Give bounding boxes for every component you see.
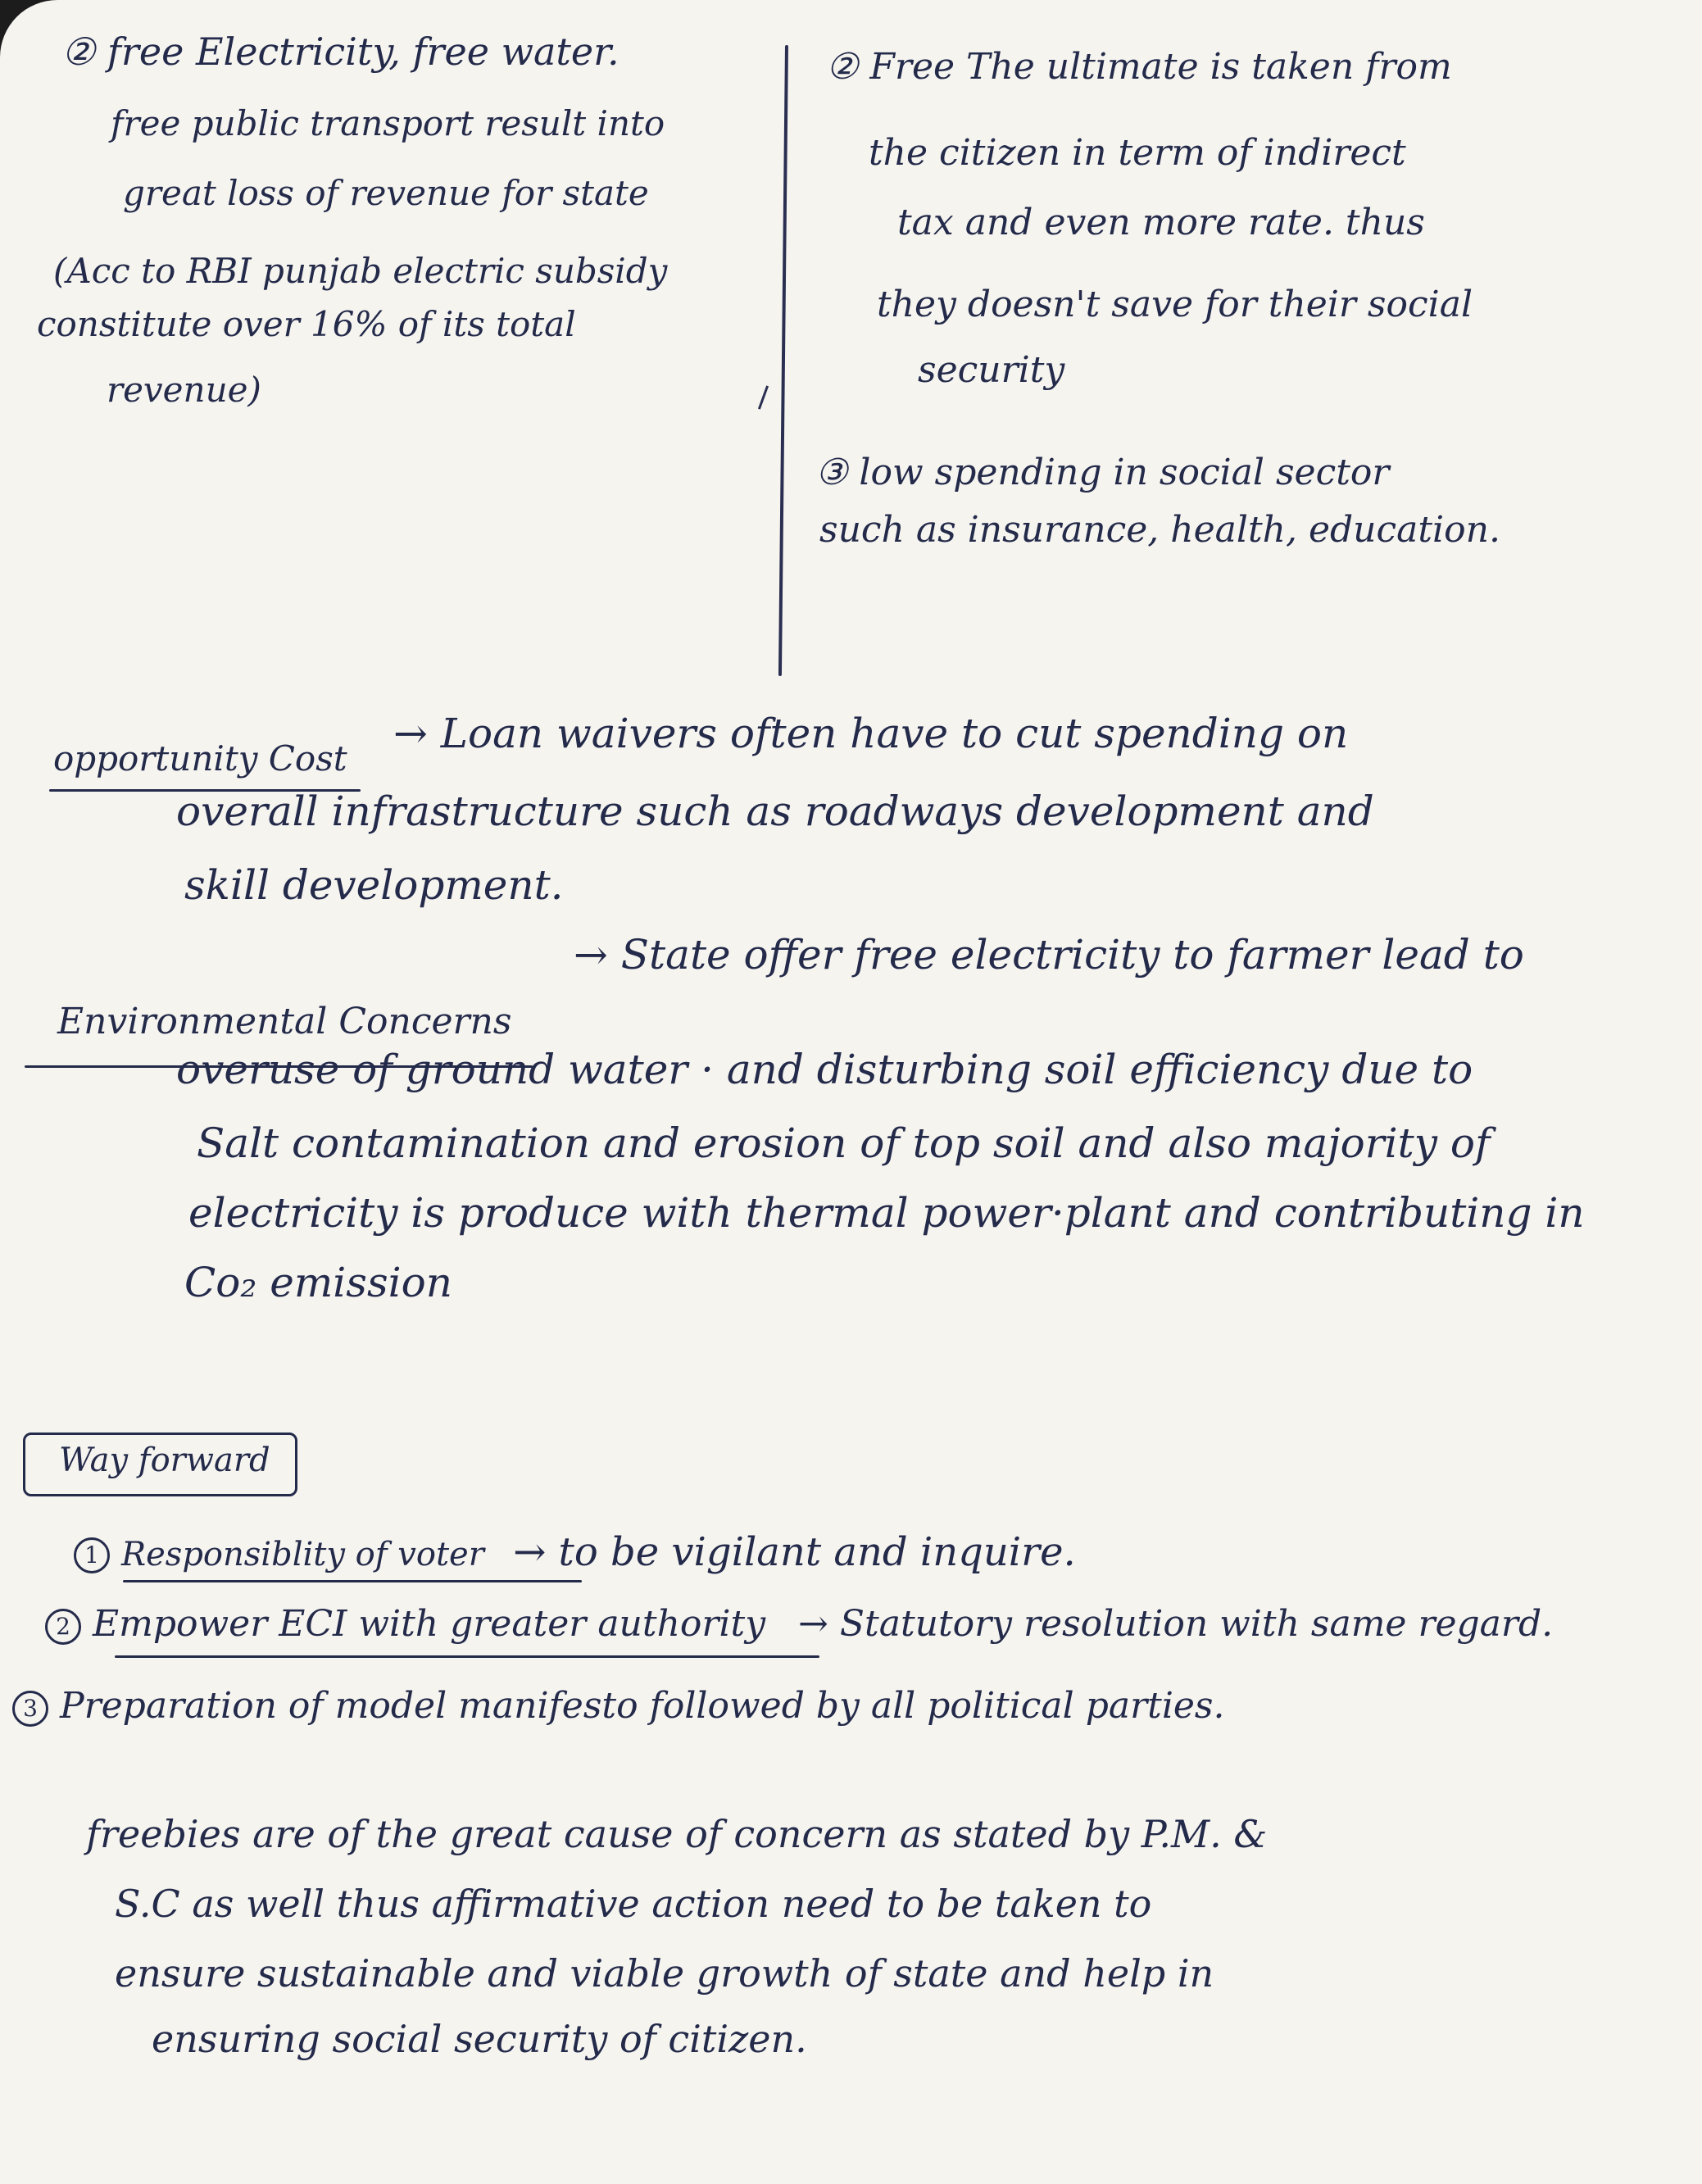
environmental-line-3: Salt contamination and erosion of top soil and also majority of — [197, 1119, 1491, 1167]
conclusion-line-4: ensuring social security of citizen. — [152, 2017, 807, 2061]
left-line-1: ② free Electricity, free water. — [61, 30, 620, 74]
opportunity-cost-line-1: → Loan waivers often have to cut spending on — [393, 710, 1349, 757]
right-line-4: they doesn't save for their social — [877, 284, 1473, 325]
left-line-2: free public transport result into — [111, 103, 665, 143]
opportunity-cost-line-2: overall infrastructure such as roadways development and — [176, 788, 1374, 835]
point-3-text: Preparation of model manifesto followed by all political parties. — [60, 1685, 1225, 1727]
conclusion-line-2: S.C as well thus affirmative action need to be taken to — [115, 1882, 1152, 1926]
way-forward-point-3 — [12, 1685, 1225, 1727]
point-2-text: → Statutory resolution with same regard. — [798, 1603, 1554, 1645]
point-1-underline — [123, 1580, 582, 1582]
way-forward-point-1 — [74, 1529, 1076, 1575]
way-forward-point-2 — [45, 1603, 1554, 1645]
environmental-line-5: Co₂ emission — [184, 1259, 452, 1306]
conclusion-line-1: freebies are of the great cause of concern as stated by P.M. & — [86, 1812, 1268, 1856]
way-forward-heading: Way forward — [59, 1442, 270, 1479]
right-line-1: ② Free The ultimate is taken from — [826, 46, 1452, 88]
opportunity-cost-line-3: skill development. — [184, 861, 564, 909]
right-line-2: the citizen in term of indirect — [869, 132, 1406, 174]
point-1-title: Responsiblity of voter — [121, 1536, 484, 1573]
conclusion-line-3: ensure sustainable and viable growth of state and help in — [115, 1951, 1214, 1996]
environmental-concerns-heading: Environmental Concerns — [57, 1001, 512, 1042]
right-line-3: tax and even more rate. thus — [897, 202, 1425, 243]
point-2-underline — [115, 1655, 819, 1658]
opportunity-cost-heading: opportunity Cost — [53, 738, 347, 779]
right-line-5: security — [918, 349, 1065, 391]
environmental-line-2: overuse of ground water · and disturbing soil efficiency due to — [176, 1046, 1473, 1093]
left-line-6: revenue) — [107, 370, 261, 410]
point-1-text: → to be vigilant and inquire. — [513, 1529, 1076, 1575]
point-number-1: 1 — [74, 1537, 110, 1573]
left-line-4: (Acc to RBI punjab electric subsidy — [53, 251, 668, 291]
environmental-line-4: electricity is produce with thermal power·plant and contributing in — [188, 1189, 1585, 1237]
environmental-line-1: → State offer free electricity to farmer lead to — [574, 931, 1524, 978]
point-number-2: 2 — [45, 1609, 81, 1645]
point-2-title: Empower ECI with greater authority — [93, 1603, 766, 1645]
divider-mark — [758, 385, 769, 409]
left-line-3: great loss of revenue for state — [123, 173, 649, 213]
point-number-3: 3 — [12, 1691, 48, 1727]
left-line-5: constitute over 16% of its total — [37, 304, 576, 344]
column-divider — [778, 45, 788, 676]
right-line-7: such as insurance, health, education. — [819, 509, 1500, 551]
right-line-6: ③ low spending in social sector — [815, 452, 1390, 493]
